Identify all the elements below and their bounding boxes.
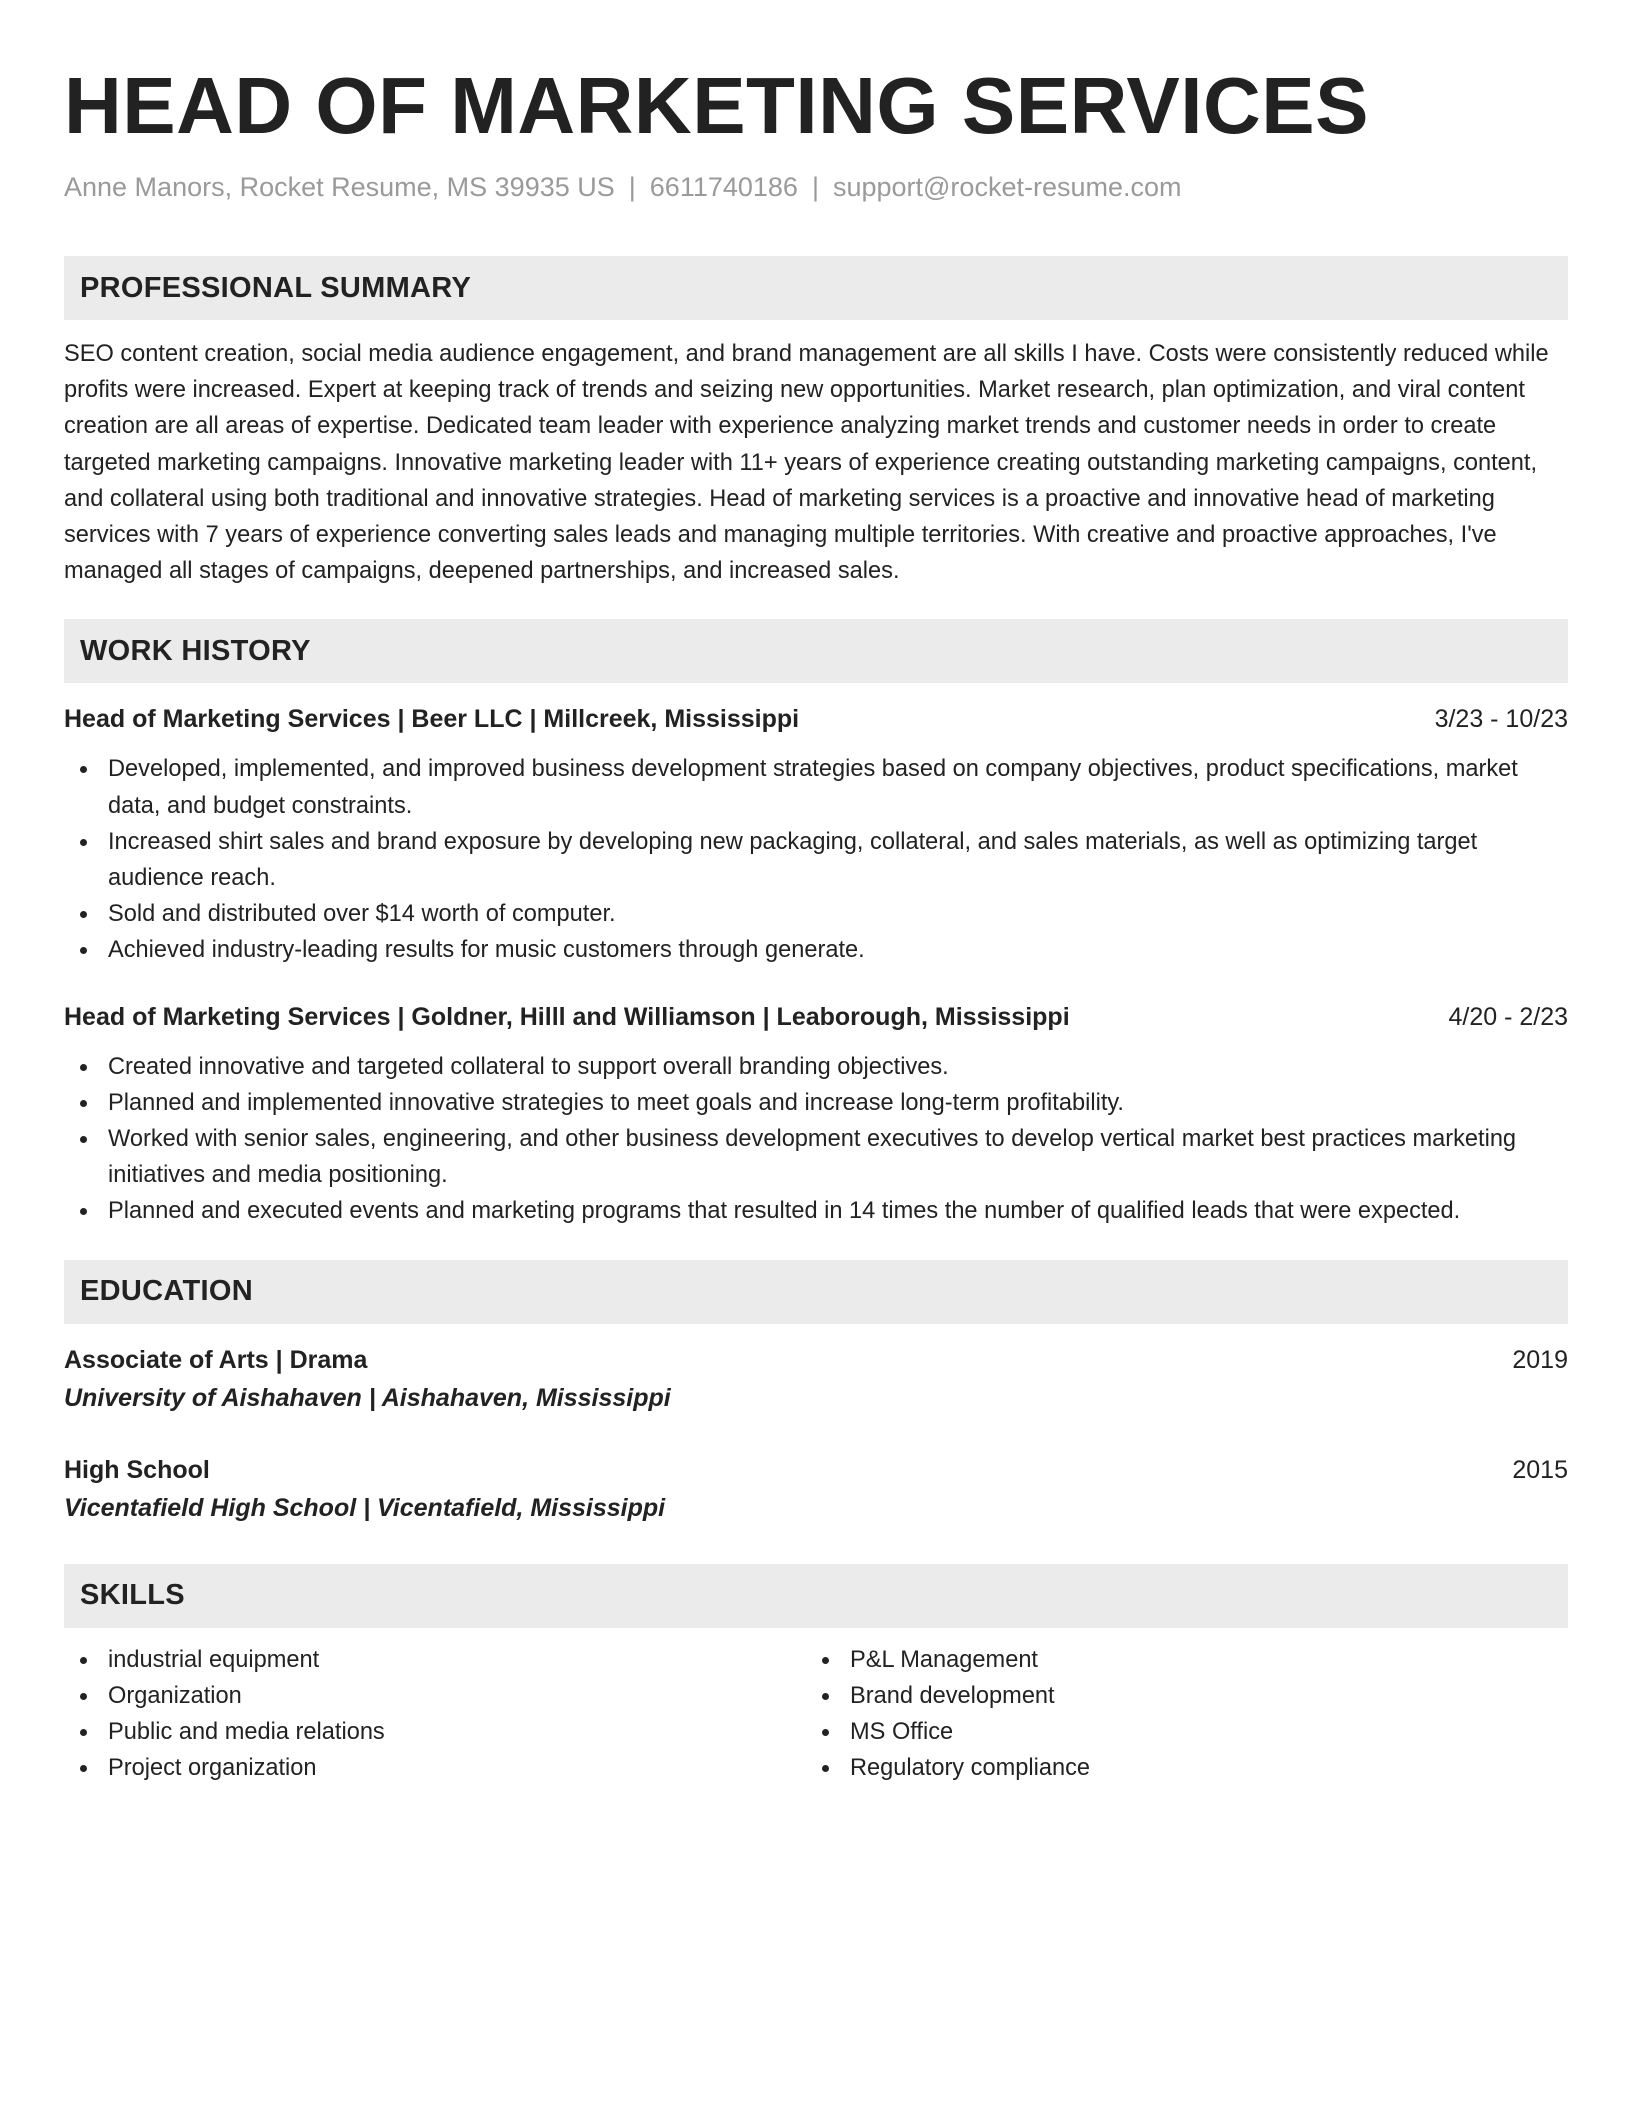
list-item xyxy=(64,1750,806,1786)
list-item xyxy=(64,1642,806,1678)
education-year: 2015 xyxy=(1512,1455,1568,1484)
education-entry xyxy=(64,1452,1568,1526)
skill-text: Regulatory compliance xyxy=(850,1754,1090,1781)
bullet-dot-icon xyxy=(822,1657,829,1664)
job-title: Head of Marketing Services | Goldner, Hilll and Williamson | Leaborough, Mississippi xyxy=(64,1002,1070,1031)
education-header-row xyxy=(64,1342,1568,1378)
skills-column-right xyxy=(806,1642,1548,1786)
job-bullet-list xyxy=(64,751,1568,968)
skill-text: Organization xyxy=(108,1682,242,1709)
bullet-dot-icon xyxy=(822,1765,829,1772)
list-item xyxy=(806,1642,1548,1678)
bullet-dot-icon xyxy=(80,1657,87,1664)
skill-text: industrial equipment xyxy=(108,1646,320,1673)
contact-separator: | xyxy=(628,172,636,202)
contact-line xyxy=(64,170,1568,204)
resume-page xyxy=(64,0,1568,1786)
job-entry xyxy=(64,999,1568,1230)
list-item xyxy=(64,1193,1568,1229)
job-dates: 4/20 - 2/23 xyxy=(1448,1002,1568,1031)
list-item xyxy=(806,1714,1548,1750)
list-item xyxy=(64,1678,806,1714)
bullet-dot-icon xyxy=(80,766,87,773)
education-header-row xyxy=(64,1452,1568,1488)
list-item xyxy=(806,1750,1548,1786)
bullet-dot-icon xyxy=(80,1765,87,1772)
list-item xyxy=(806,1678,1548,1714)
bullet-dot-icon xyxy=(80,1064,87,1071)
job-header-row xyxy=(64,999,1568,1035)
education-degree: Associate of Arts | Drama xyxy=(64,1345,368,1374)
job-dates: 3/23 - 10/23 xyxy=(1434,705,1568,734)
skill-text: P&L Management xyxy=(850,1646,1038,1673)
bullet-dot-icon xyxy=(822,1729,829,1736)
list-item xyxy=(64,1714,806,1750)
section-header-work-history: WORK HISTORY xyxy=(64,619,1568,683)
bullet-text: Developed, implemented, and improved business development strategies based on company objectives, product specifications, market data, and budget constraints. xyxy=(108,756,1518,819)
bullet-dot-icon xyxy=(80,1208,87,1215)
list-item xyxy=(64,1085,1568,1121)
list-item xyxy=(64,751,1568,823)
skill-text: Brand development xyxy=(850,1682,1055,1709)
list-item xyxy=(64,932,1568,968)
education-school: University of Aishahaven | Aishahaven, Mississippi xyxy=(64,1383,671,1412)
skills-columns xyxy=(64,1642,1568,1786)
education-school: Vicentafield High School | Vicentafield, Mississippi xyxy=(64,1493,666,1522)
skill-text: Public and media relations xyxy=(108,1718,385,1745)
bullet-dot-icon xyxy=(80,1100,87,1107)
bullet-dot-icon xyxy=(80,947,87,954)
bullet-dot-icon xyxy=(80,1729,87,1736)
job-entry xyxy=(64,701,1568,968)
job-header-row xyxy=(64,701,1568,737)
bullet-text: Sold and distributed over $14 worth of computer. xyxy=(108,901,616,928)
skills-list xyxy=(64,1642,806,1786)
job-bullet-list xyxy=(64,1049,1568,1230)
skills-list xyxy=(806,1642,1548,1786)
summary-text: SEO content creation, social media audience engagement, and brand management are all skills I have. Costs were consistently reduced while profits were increased. Expert at keeping track of trends and seizing new opportunities. Market research, plan optimization, and viral content creation are all areas of expertise. Dedicated team leader with experience analyzing market trends and customer needs in order to create targeted marketing campaigns. Innovative marketing leader with 11+ years of experience creating outstanding marketing campaigns, content, and collateral using both traditional and innovative strategies. Head of marketing services is a proactive and innovative head of marketing services with 7 years of experience converting sales leads and managing multiple territories. With creative and proactive approaches, I've managed all stages of campaigns, deepened partnerships, and increased sales. xyxy=(64,341,1549,585)
bullet-text: Planned and executed events and marketing programs that resulted in 14 times the number of qualified leads that were expected. xyxy=(108,1198,1461,1225)
list-item xyxy=(64,824,1568,896)
list-item xyxy=(64,1121,1568,1193)
bullet-text: Created innovative and targeted collateral to support overall branding objectives. xyxy=(108,1053,949,1080)
bullet-text: Worked with senior sales, engineering, and other business development executives to develop vertical market best practices marketing initiatives and media positioning. xyxy=(108,1126,1517,1189)
section-header-education: EDUCATION xyxy=(64,1260,1568,1324)
bullet-dot-icon xyxy=(822,1693,829,1700)
skill-text: MS Office xyxy=(850,1718,954,1745)
skills-column-left xyxy=(64,1642,806,1786)
list-item xyxy=(64,1049,1568,1085)
section-header-summary: PROFESSIONAL SUMMARY xyxy=(64,256,1568,320)
section-header-skills: SKILLS xyxy=(64,1564,1568,1628)
bullet-dot-icon xyxy=(80,1693,87,1700)
education-year: 2019 xyxy=(1512,1345,1568,1374)
bullet-text: Planned and implemented innovative strategies to meet goals and increase long-term profitability. xyxy=(108,1089,1124,1116)
contact-separator: | xyxy=(811,172,819,202)
resume-name-heading: HEAD OF MARKETING SERVICES xyxy=(64,61,1369,150)
bullet-text: Achieved industry-leading results for music customers through generate. xyxy=(108,937,865,964)
contact-email: support@rocket-resume.com xyxy=(832,172,1182,202)
bullet-text: Increased shirt sales and brand exposure by developing new packaging, collateral, and sales materials, as well as optimizing target audience reach. xyxy=(108,828,1478,892)
contact-address: Anne Manors, Rocket Resume, MS 39935 US xyxy=(64,172,615,202)
skill-text: Project organization xyxy=(108,1754,317,1781)
bullet-dot-icon xyxy=(80,1136,87,1143)
bullet-dot-icon xyxy=(80,911,87,918)
job-title: Head of Marketing Services | Beer LLC | Millcreek, Mississippi xyxy=(64,705,800,734)
list-item xyxy=(64,896,1568,932)
contact-phone: 6611740186 xyxy=(649,172,798,202)
bullet-dot-icon xyxy=(80,839,87,846)
education-degree: High School xyxy=(64,1455,210,1484)
education-entry xyxy=(64,1342,1568,1416)
